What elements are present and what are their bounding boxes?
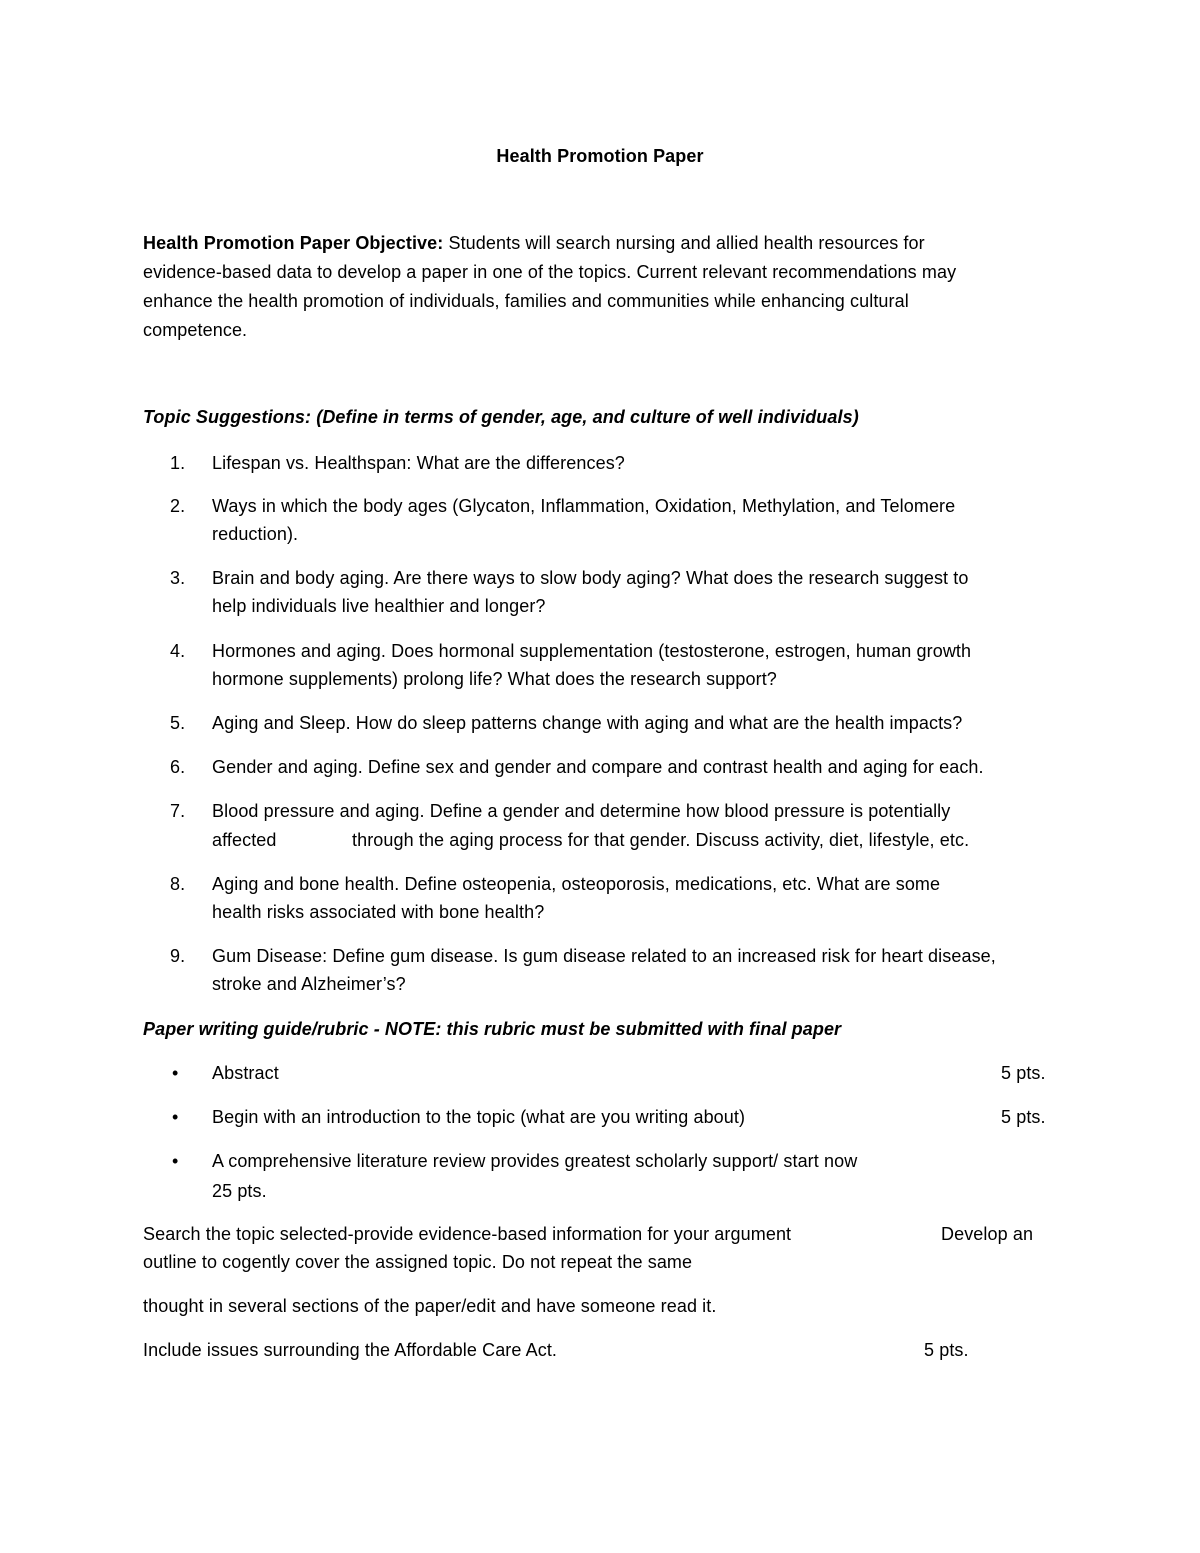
topic-number: 8.	[170, 874, 186, 894]
topic-text: hormone supplements) prolong life? What does the research support?	[212, 669, 777, 689]
objective-line-2: evidence-based data to develop a paper in one of the topics. Current relevant recommendations may	[143, 262, 957, 282]
topic-number: 7.	[170, 801, 186, 821]
topic-text: Hormones and aging. Does hormonal supplementation (testosterone, estrogen, human growth	[212, 641, 972, 661]
topic-text: Aging and Sleep. How do sleep patterns change with aging and what are the health impacts?	[212, 713, 963, 733]
search-text-line-3: thought in several sections of the paper/edit and have someone read it.	[143, 1296, 717, 1316]
topic-number: 1.	[170, 453, 186, 473]
rubric-points: 5 pts.	[1001, 1063, 1046, 1083]
bullet-icon: •	[172, 1063, 179, 1083]
objective-line-4: competence.	[143, 320, 248, 340]
aca-points: 5 pts.	[924, 1340, 969, 1360]
topic-text: Brain and body aging. Are there ways to slow body aging? What does the research suggest to	[212, 568, 969, 588]
topics-heading: Topic Suggestions: (Define in terms of gender, age, and culture of well individuals)	[143, 407, 859, 427]
bullet-icon: •	[172, 1151, 179, 1171]
rubric-text: Begin with an introduction to the topic (what are you writing about)	[212, 1107, 746, 1127]
topic-text: through the aging process for that gender. Discuss activity, diet, lifestyle, etc.	[352, 830, 970, 850]
rubric-text: A comprehensive literature review provides greatest scholarly support/ start now	[212, 1151, 858, 1171]
topic-number: 2.	[170, 496, 186, 516]
objective-label: Health Promotion Paper Objective:	[143, 233, 444, 253]
topic-text: Blood pressure and aging. Define a gender and determine how blood pressure is potentially	[212, 801, 951, 821]
search-text-line-2: outline to cogently cover the assigned topic. Do not repeat the same	[143, 1252, 693, 1272]
topic-text: affected	[212, 830, 277, 850]
rubric-text: Abstract	[212, 1063, 279, 1083]
topic-text: reduction).	[212, 524, 299, 544]
rubric-points: 25 pts.	[212, 1181, 267, 1201]
search-text-line-1b: Develop an	[941, 1224, 1034, 1244]
topic-text: stroke and Alzheimer’s?	[212, 974, 406, 994]
topic-text: Gum Disease: Define gum disease. Is gum disease related to an increased risk for heart disease,	[212, 946, 996, 966]
topic-number: 4.	[170, 641, 186, 661]
topic-text: help individuals live healthier and longer?	[212, 596, 546, 616]
topic-text: Aging and bone health. Define osteopenia, osteoporosis, medications, etc. What are some	[212, 874, 941, 894]
topic-text: Gender and aging. Define sex and gender and compare and contrast health and aging for each.	[212, 757, 984, 777]
objective-line-1	[143, 229, 925, 258]
topic-number: 6.	[170, 757, 186, 777]
search-text-line-1: Search the topic selected-provide evidence-based information for your argument	[143, 1224, 792, 1244]
topic-number: 3.	[170, 568, 186, 588]
topic-text: Lifespan vs. Healthspan: What are the differences?	[212, 453, 625, 473]
page-title: Health Promotion Paper	[496, 146, 704, 166]
topic-text: health risks associated with bone health?	[212, 902, 545, 922]
topic-number: 5.	[170, 713, 186, 733]
bullet-icon: •	[172, 1107, 179, 1127]
objective-text-1: Students will search nursing and allied health resources for	[443, 233, 925, 253]
objective-line-3: enhance the health promotion of individuals, families and communities while enhancing cultural	[143, 291, 909, 311]
topic-text: Ways in which the body ages (Glycaton, Inflammation, Oxidation, Methylation, and Telomere	[212, 496, 956, 516]
rubric-points: 5 pts.	[1001, 1107, 1046, 1127]
aca-text: Include issues surrounding the Affordable Care Act.	[143, 1340, 558, 1360]
topic-number: 9.	[170, 946, 186, 966]
rubric-heading: Paper writing guide/rubric - NOTE: this rubric must be submitted with final paper	[143, 1019, 842, 1039]
